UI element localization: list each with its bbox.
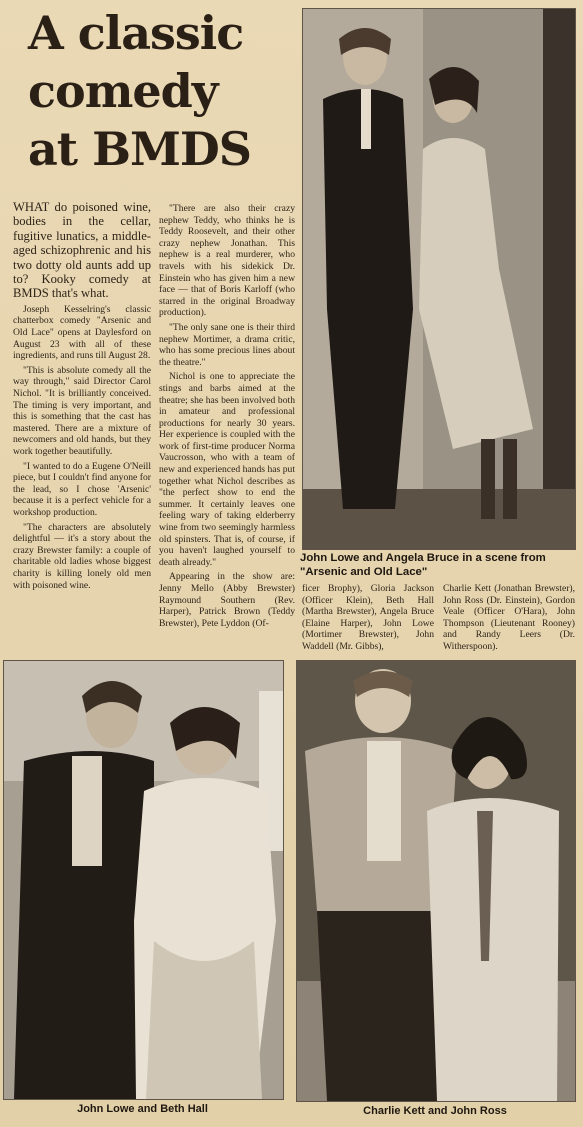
caption-bottom-left: John Lowe and Beth Hall (77, 1103, 208, 1115)
headline-line-2: comedy (28, 64, 218, 118)
headline (28, 4, 298, 178)
article-paragraph: "There are also their crazy nephew Teddy, who thinks he is Teddy Roosevelt, and their other crazy nephew Jonathan. This nephew is a real murderer, who travels with his sidekick Dr. Einstein who has given him a new face — that of Boris Karloff (who starred in the original Broadway production). (159, 203, 295, 319)
photo-lowe-hall (3, 660, 284, 1100)
caption-bottom-right: Charlie Kett and John Ross (363, 1105, 507, 1117)
article-paragraph: "The only sane one is their third nephew Mortimer, a drama critic, who has some precious lines about the theatre." (159, 321, 295, 368)
headline-line-3: at BMDS (28, 122, 251, 176)
article-paragraph: "I wanted to do a Eugene O'Neill piece, but I couldn't find anyone for the lead, so I chose 'Arsenic' because it is a perfect vehicle for a workshop production. (13, 460, 151, 518)
headline-line-1: A classic (28, 6, 244, 60)
photo-lowe-bruce (302, 8, 576, 550)
article-lead-paragraph: WHAT do poisoned wine, bodies in the cellar, fugitive lunatics, a middle-aged schizophrenic and his two dotty old aunts add up to? Kooky comedy at BMDS that's what. (13, 200, 151, 301)
caption-top-photo: John Lowe and Angela Bruce in a scene from "Arsenic and Old Lace" (300, 552, 546, 578)
cast-list-column-4: Charlie Kett (Jonathan Brewster), John Ross (Dr. Einstein), Gordon Veale (Officer O'Hara), John Thompson (Lieutenant Rooney) and Randy Leers (Dr. Witherspoon). (443, 583, 575, 652)
article-paragraph: Nichol is one to appreciate the stings and barbs aimed at the theatre; she has been involved both in amateur and professional productions for nearly 30 years. Her experience is coupled with the work of first-time producer Norma Vaucrosson, who with a team of new and experienced hands has put together what Nichol describes as "the perfect show to end the summer. It certainly leaves one feeling wary of taking elderberry wine from two seemingly harmless old spinsters. That is, of course, if you haven't laughed yourself to death already." (159, 371, 295, 568)
article-column-2 (159, 203, 295, 632)
cast-list-column-3: ficer Brophy), Gloria Jackson (Officer Klein), Beth Hall (Martha Brewster), Angela Bruce (Elaine Harper), John Lowe (Mortimer Brewster), John Waddell (Mr. Gibbs), (302, 583, 434, 652)
photo-kett-ross (296, 660, 576, 1102)
photo-lowe-hall-image (4, 661, 283, 1099)
article-column-1 (13, 200, 151, 594)
article-paragraph: Appearing in the show are: Jenny Mello (Abby Brewster) Raymound Southern (Rev. Harper), Patrick Brown (Teddy Brewster), Pete Lyddon (Of- (159, 571, 295, 629)
article-paragraph: "The characters are absolutely delightful — it's a story about the crazy Brewster family: a couple of charitable old ladies whose biggest charity is killing lonely old men with poisoned wine. (13, 521, 151, 591)
photo-lowe-bruce-image (303, 9, 575, 549)
article-paragraph: Joseph Kesselring's classic chatterbox comedy "Arsenic and Old Lace" opens at Daylesford on August 23 with all of these ingredients, and runs till August 28. (13, 303, 151, 362)
article-paragraph: "This is absolute comedy all the way through," said Director Carol Nichol. "It is brilliantly conceived. The timing is very important, and this is something that the cast has mastered. There are a mixture of newcomers and old hands, but they work together beautifully. (13, 364, 151, 457)
photo-kett-ross-image (297, 661, 575, 1101)
